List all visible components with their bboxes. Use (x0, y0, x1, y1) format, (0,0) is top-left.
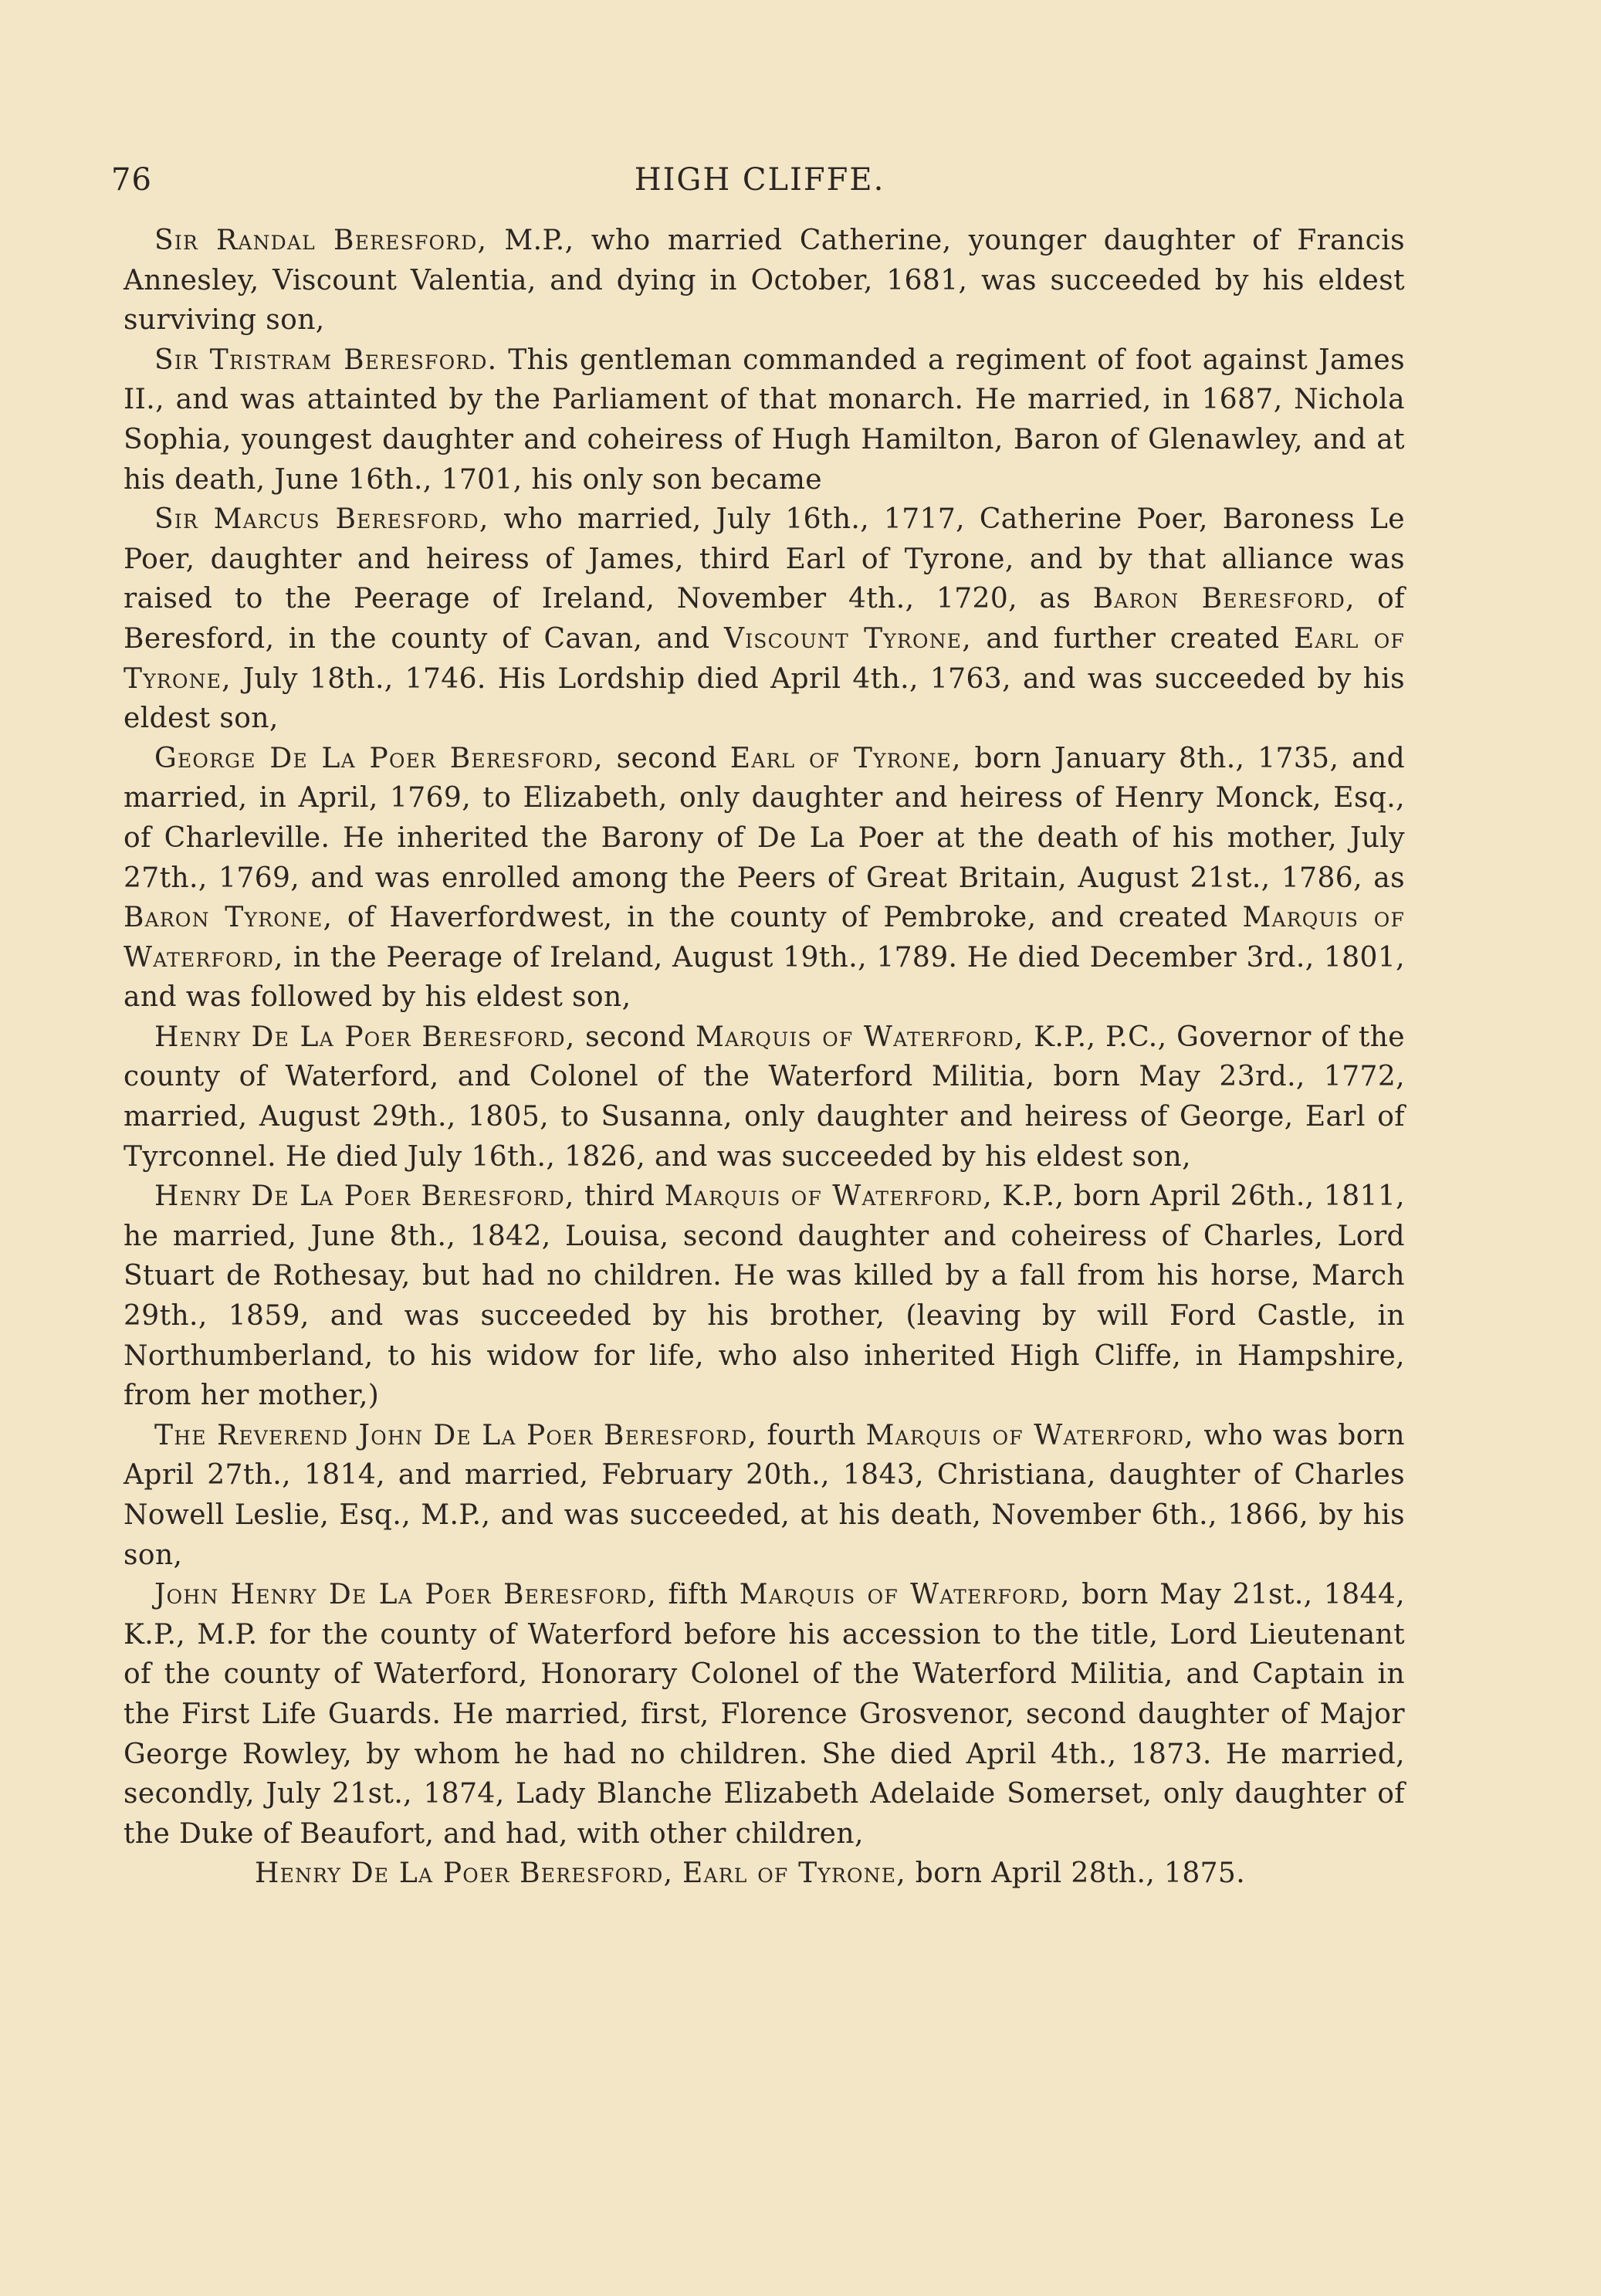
running-title: HIGH CLIFFE. (634, 162, 885, 198)
paragraph-text: born January 8th., 1735, and married, in April, 1769, to Elizabeth, only daughter and heiress of Henry Monck, Esq., of Charleville. He inherited the Barony of De La Poer at the death of his mother, July 27th., 1769, and was enrolled among the Peers of Great Britain, August 21st., 1786, as (124, 742, 1406, 894)
paragraph-text: fourth (756, 1419, 866, 1451)
paragraph-text: of Haverfordwest, in the county of Pembroke, and created (333, 902, 1243, 934)
name-lead: Sir Marcus Beresford, (154, 503, 489, 536)
paragraph-text: who was born April 27th., 1814, and married, February 20th., 1843, Christiana, daughter of Charles Nowell Leslie, Esq., M.P., and was succeeded, at his death, November 6th., 1866, by his son, (124, 1419, 1405, 1571)
paragraph-text: second (603, 742, 730, 774)
paragraph-henry-second-marquis (124, 1018, 1405, 1177)
name-lead: Sir Tristram Beresford. (154, 344, 498, 376)
title-small-caps: Marquis of Waterford, (865, 1419, 1194, 1451)
paragraph-text: born April 28th., 1875. (905, 1857, 1246, 1890)
paragraph-text: born May 21st., 1844, K.P., M.P. for the county of Waterford before his accession to the title, Lord Lieutenant of the county of Waterford, Honorary Colonel of the Waterford Militia, and Captain in the First Life Guards. He married, first, Florence Grosvenor, second daughter of Major George Rowley, by whom he had no children. She died April 4th., 1873. He married, secondly, July 21st., 1874, Lady Blanche Elizabeth Adelaide Somerset, only daughter of the Duke of Beaufort, and had, with other children, (124, 1579, 1405, 1850)
paragraph-text: of Beresford, in the county of Cavan, and (124, 583, 1405, 655)
name-lead: The Reverend John De La Poer Beresford, (154, 1419, 757, 1451)
paragraph-text: and further created (971, 622, 1294, 655)
name-lead: Henry De La Poer Beresford, (154, 1021, 576, 1053)
title-small-caps: Marquis of Waterford, (739, 1579, 1071, 1611)
title-small-caps: Baron Beresford, (1092, 583, 1356, 615)
paragraph-text: M.P., who married Catherine, younger daughter of Francis Annesley, Viscount Valentia, and dying in October, 1681, was succeeded by his eldest surviving son, (124, 225, 1405, 337)
paragraph-text: K.P., P.C., Governor of the county of Waterford, and Colonel of the Waterford Militia, born May 23rd., 1772, married, August 29th., 1805, to Susanna, only daughter and heiress of George, Earl of Tyrconnel. He died July 16th., 1826, and was succeeded by his eldest son, (124, 1021, 1405, 1173)
paragraph-text: K.P., born April 26th., 1811, he married, June 8th., 1842, Louisa, second daughter and coheiress of Charles, Lord Stuart de Rothesay, but had no children. He was killed by a fall from his horse, March 29th., 1859, and was succeeded by his brother, (leaving by will Ford Castle, in Northumberland, to his widow for life, who also inherited High Cliffe, in Hampshire, from her mother,) (124, 1180, 1405, 1412)
title-small-caps: Viscount Tyrone, (724, 622, 972, 655)
title-small-caps: Marquis of Waterford, (664, 1180, 993, 1213)
name-lead: John Henry De La Poer Beresford, (154, 1579, 658, 1611)
name-lead: Sir Randal Beresford, (154, 225, 488, 256)
page-header (111, 153, 1408, 207)
paragraph-text: who married, July 16th., 1717, Catherine Poer, Baroness Le Poer, daughter and heiress of James, third Earl of Tyrone, and by that alliance was raised to the Peerage of Ireland, November 4th., 1720, as (124, 503, 1405, 615)
paragraph-text: This gentleman commanded a regiment of foot against James II., and was attainted by the Parliament of that monarch. He married, in 1687, Nichola Sophia, youngest daughter and coheiress of Hugh Hamilton, Baron of Glenawley, and at his death, June 16th., 1701, his only son became (124, 344, 1405, 496)
paragraph-george (124, 739, 1405, 1018)
paragraph-henry-earl-of-tyrone (124, 1854, 1405, 1894)
name-lead: Henry De La Poer Beresford, (154, 1180, 575, 1213)
title-small-caps: Earl of Tyrone, (682, 1857, 906, 1890)
title-small-caps: Marquis of Waterford, (696, 1021, 1024, 1053)
paragraph-john-henry (124, 1575, 1405, 1854)
title-small-caps: Earl of Tyrone, (729, 742, 962, 774)
paragraph-sir-marcus (124, 499, 1405, 739)
paragraph-text: second (575, 1021, 696, 1053)
paragraph-reverend-john (124, 1416, 1405, 1575)
title-small-caps: Marquis of Waterford, (124, 902, 1406, 974)
paragraph-sir-tristram (124, 340, 1405, 499)
page-number: 76 (111, 162, 152, 198)
paragraph-henry-third-marquis (124, 1177, 1405, 1416)
name-lead: Henry De La Poer Beresford, (255, 1857, 674, 1890)
paragraph-text: in the Peerage of Ireland, August 19th., 1789. He died December 3rd., 1801, and was followed by his eldest son, (124, 941, 1405, 1014)
paragraph-sir-randal (124, 221, 1405, 340)
paragraph-text (673, 1857, 682, 1889)
title-small-caps: Earl of Tyrone, (124, 622, 1405, 695)
paragraph-text: third (574, 1180, 665, 1213)
name-lead: George De La Poer Beresford, (154, 742, 604, 774)
paragraph-text: July 18th., 1746. His Lordship died April 4th., 1763, and was succeeded by his eldest son, (124, 662, 1405, 735)
title-small-caps: Baron Tyrone, (124, 902, 333, 934)
paragraph-text: fifth (657, 1579, 740, 1611)
body-text (124, 221, 1405, 1894)
